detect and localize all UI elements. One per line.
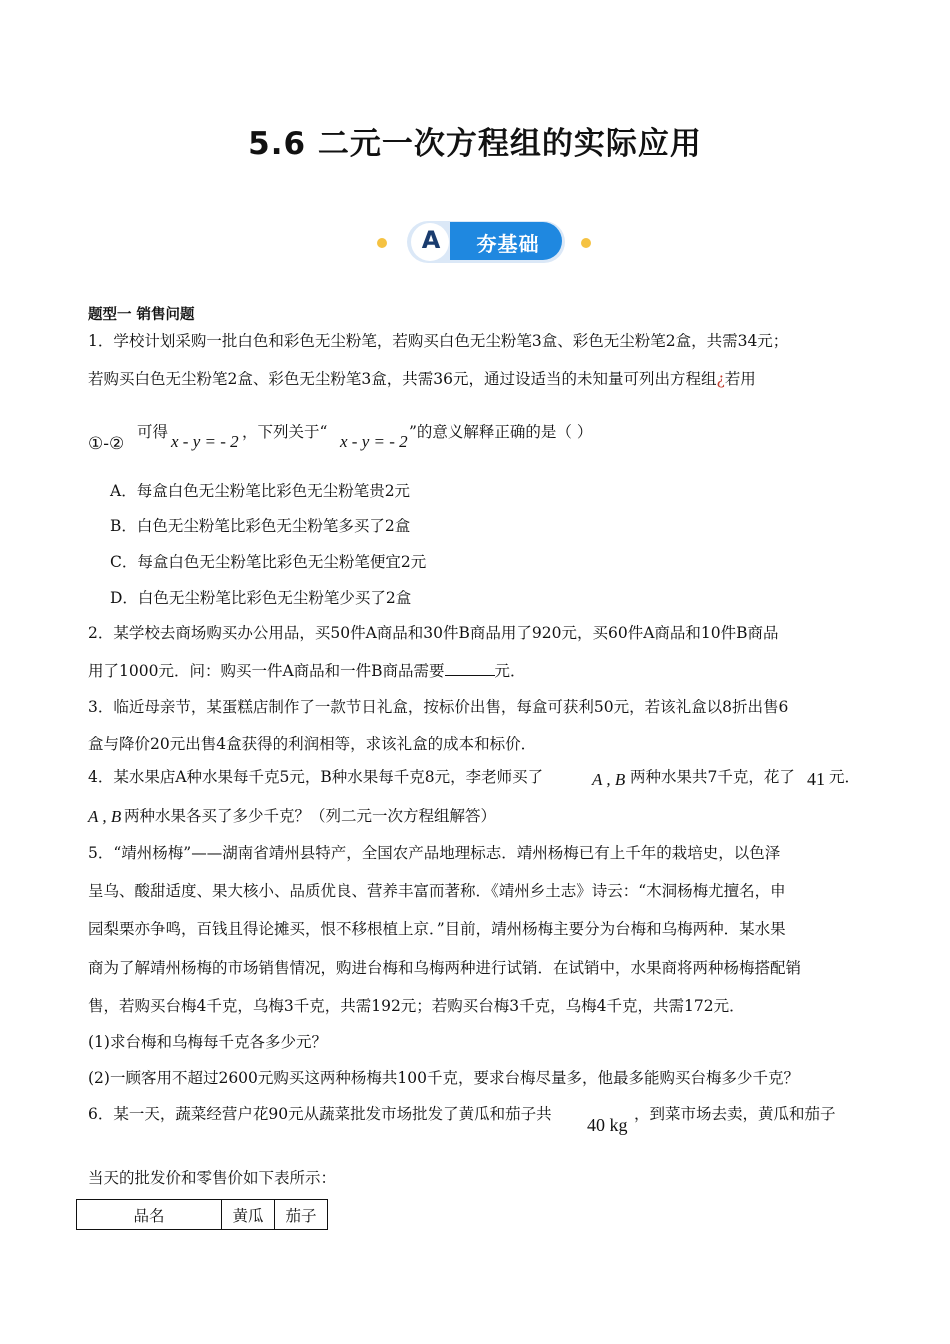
section-heading: 题型一 销售问题 <box>88 307 195 323</box>
section-banner <box>290 216 680 266</box>
q4-line1-a: 4．某水果店A种水果每千克5元，B种水果每千克8元，李老师买了 <box>88 768 544 786</box>
q1-mid: ，下列关于“ <box>242 423 328 441</box>
banner-letter: A <box>421 226 441 254</box>
q6-line1-b: ，到菜市场去卖，黄瓜和茄子 <box>634 1105 836 1123</box>
table-header-name: 品名 <box>77 1200 222 1230</box>
q4-number: 41 <box>807 769 825 789</box>
q1-expr-1: x - y = - 2 <box>171 432 239 451</box>
q4-ab-2: A , B <box>88 807 122 826</box>
q1-line2-end: 若用 <box>724 370 756 388</box>
q4-line1-c: 元． <box>829 768 861 786</box>
banner-label: 夯基础 <box>476 232 540 256</box>
q5-line3: 园梨栗亦争鸣，百钱且得论摊买，恨不移根植上京．”目前，靖州杨梅主要分为台梅和乌梅两种．某水果 <box>88 920 786 938</box>
table-header-cucumber: 黄瓜 <box>222 1200 275 1230</box>
answer-blank <box>445 661 495 676</box>
q1-end: ”的意义解释正确的是（ ） <box>409 423 593 441</box>
q1-prefix: ①-② <box>88 434 125 454</box>
price-table <box>76 1199 328 1230</box>
q3-line2: 盒与降价20元出售4盒获得的利润相等，求该礼盒的成本和标价． <box>88 735 537 753</box>
q1-expr-2: x - y = - 2 <box>340 432 408 451</box>
table-header-eggplant: 茄子 <box>275 1200 328 1230</box>
q2-line1: 2．某学校去商场购买办公用品，买50件A商品和30件B商品用了920元，买60件A商品和10件B商品 <box>88 624 779 642</box>
q1-line1: 1．学校计划采购一批白色和彩色无尘粉笔，若购买白色无尘粉笔3盒、彩色无尘粉笔2盒，共需34元； <box>88 332 789 350</box>
page-title: 5.6 二元一次方程组的实际应用 <box>248 126 702 162</box>
q1-line2 <box>88 369 756 389</box>
table-row <box>77 1200 328 1230</box>
q5-line1: 5．“靖州杨梅”——湖南省靖州县特产，全国农产品地理标志．靖州杨梅已有上千年的栽培史，以色泽 <box>88 844 781 862</box>
q5-sub1: (1)求台梅和乌梅每千克各多少元？ <box>88 1033 327 1051</box>
q4-line1-b: 两种水果共7千克，花了 <box>630 768 795 786</box>
q1-option-d: D．白色无尘粉笔比彩色无尘粉笔少买了2盒 <box>110 589 412 607</box>
q1-option-a: A．每盒白色无尘粉笔比彩色无尘粉笔贵2元 <box>110 482 411 500</box>
q1-brace-glyph: ¿ <box>716 370 725 388</box>
q1-kede: 可得 <box>137 423 169 441</box>
q2-line2-text: 用了1000元．问：购买一件A商品和一件B商品需要 <box>88 662 445 680</box>
q1-line2-text: 若购买白色无尘粉笔2盒、彩色无尘粉笔3盒，共需36元，通过设适当的未知量可列出方程组 <box>88 370 717 388</box>
q5-sub2: (2)一顾客用不超过2600元购买这两种杨梅共100千克，要求台梅尽量多，他最多能购买台梅多少千克？ <box>88 1069 799 1087</box>
q1-option-b: B．白色无尘粉笔比彩色无尘粉笔多买了2盒 <box>110 517 411 535</box>
q3-line1: 3．临近母亲节，某蛋糕店制作了一款节日礼盒，按标价出售，每盒可获利50元，若该礼盒以8折出售6 <box>88 698 789 716</box>
q6-line2: 当天的批发价和零售价如下表所示： <box>88 1169 337 1187</box>
q5-line2: 呈乌、酸甜适度、果大核小、品质优良、营养丰富而著称．《靖州乡土志》诗云：“木洞杨梅尤擅名，申 <box>88 882 786 900</box>
q6-kg: 40 kg <box>587 1115 628 1135</box>
q5-line4: 商为了解靖州杨梅的市场销售情况，购进台梅和乌梅两种进行试销．在试销中，水果商将两种杨梅搭配销 <box>88 959 802 977</box>
q5-line5: 售，若购买台梅4千克，乌梅3千克，共需192元；若购买台梅3千克，乌梅4千克，共需172元． <box>88 997 745 1015</box>
q2-line2-end: 元． <box>494 662 526 680</box>
q4-line2: 两种水果各买了多少千克？（列二元一次方程组解答） <box>124 807 497 825</box>
q2-line2 <box>88 661 526 681</box>
q4-ab-1: A , B <box>592 770 626 789</box>
q1-option-c: C．每盒白色无尘粉笔比彩色无尘粉笔便宜2元 <box>110 553 427 571</box>
q6-line1-a: 6．某一天，蔬菜经营户花90元从蔬菜批发市场批发了黄瓜和茄子共 <box>88 1105 552 1123</box>
